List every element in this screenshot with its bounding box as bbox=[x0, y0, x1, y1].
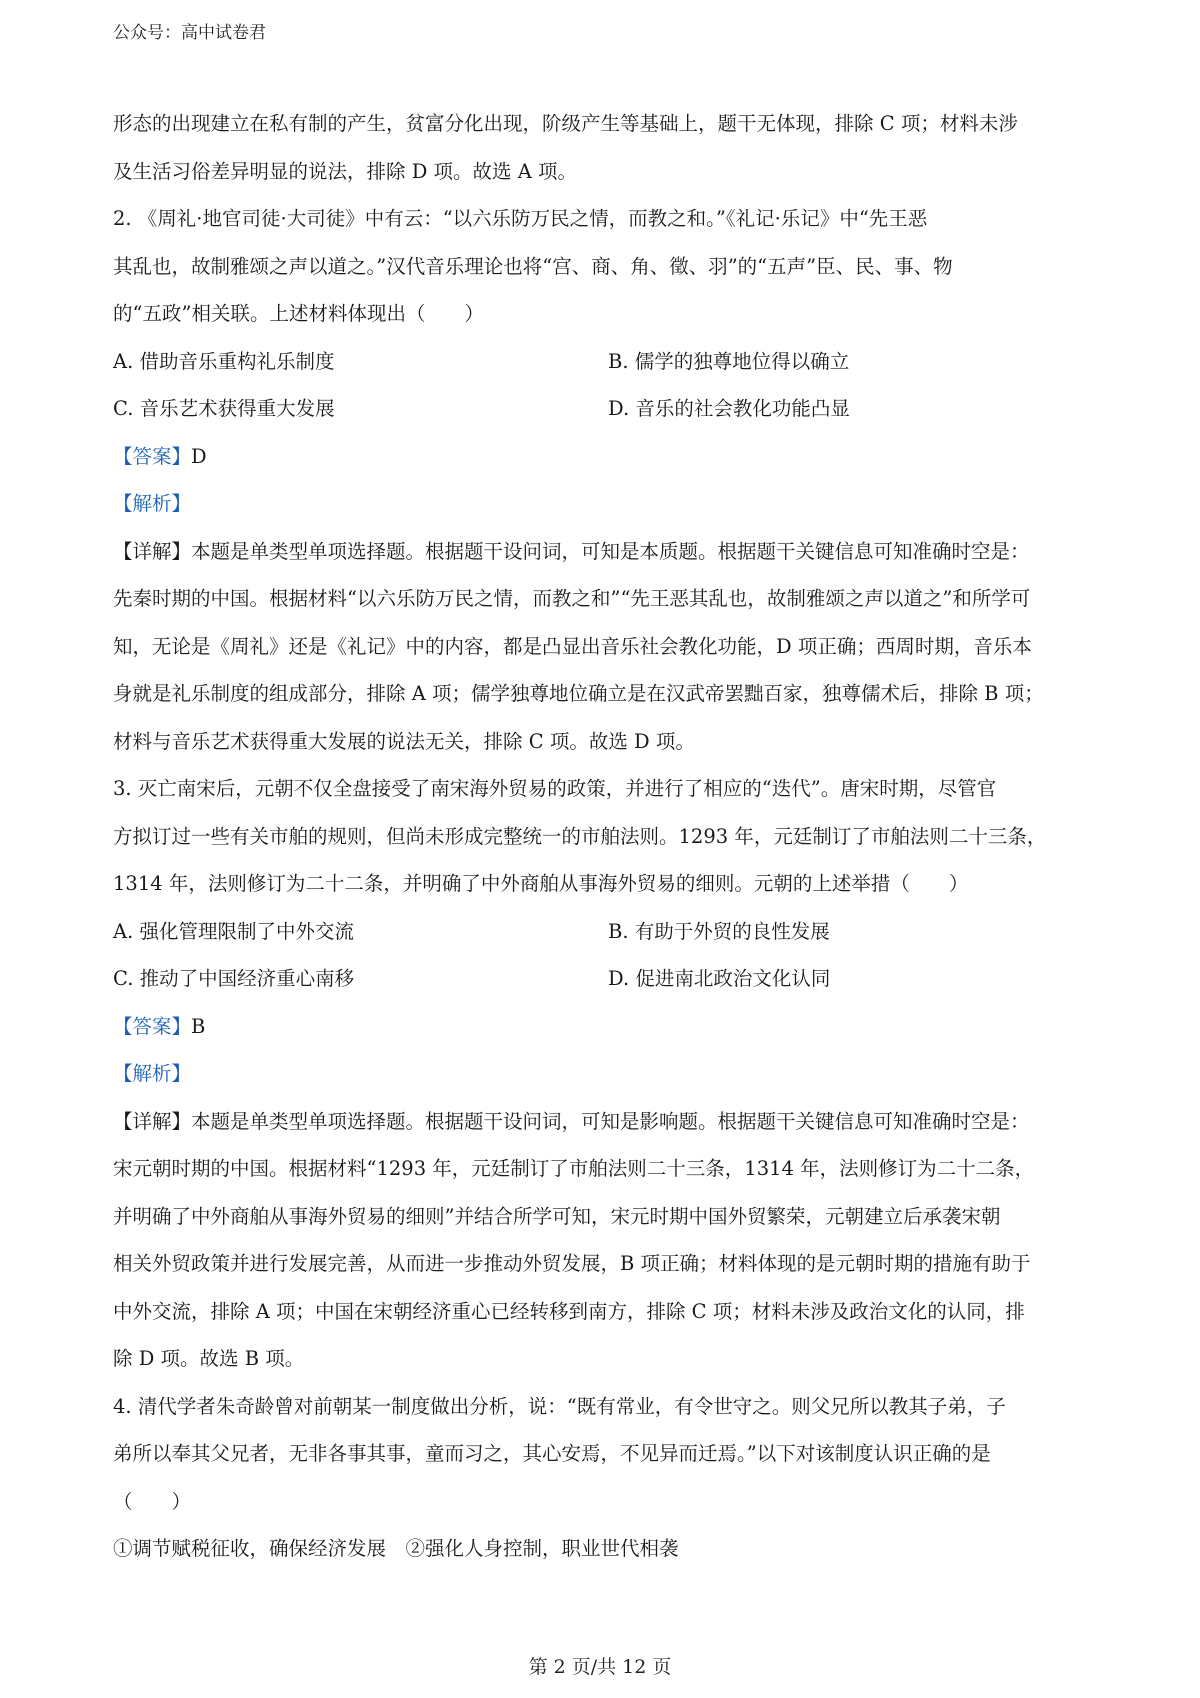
detail-line: 宋元朝时期的中国。根据材料“1293 年，元廷制订了市舶法则二十三条，1314 年，法则修订为二十二条， bbox=[113, 1157, 1035, 1180]
option-d: D. 音乐的社会教化功能凸显 bbox=[608, 397, 850, 420]
text-line: 形态的出现建立在私有制的产生，贫富分化出现，阶级产生等基础上，题干无体现，排除 C 项；材料未涉 bbox=[113, 112, 1018, 135]
answer-line bbox=[113, 1003, 1103, 1051]
detail-line: 知，无论是《周礼》还是《礼记》中的内容，都是凸显出音乐社会教化功能，D 项正确；西周时期，音乐本 bbox=[113, 634, 1032, 658]
detail-line: 除 D 项。故选 B 项。 bbox=[113, 1347, 305, 1370]
detail-text: 本题是单类型单项选择题。根据题干设问词，可知是影响题。根据题干关键信息可知准确时空是： bbox=[191, 1109, 1030, 1133]
detail-text: 本题是单类型单项选择题。根据题干设问词，可知是本质题。根据题干关键信息可知准确时空是： bbox=[191, 539, 1030, 563]
question-stem-line: 2. 《周礼·地官司徒·大司徒》中有云：“以六乐防万民之情，而教之和。”《礼记·乐记》中“先王恶 bbox=[113, 207, 928, 230]
option-c: C. 推动了中国经济重心南移 bbox=[113, 967, 355, 990]
intro-paragraph bbox=[113, 100, 1103, 195]
answer-tag: 【答案】 bbox=[113, 1014, 192, 1038]
analysis-line bbox=[113, 1050, 1103, 1098]
detail-line bbox=[113, 1098, 1103, 1146]
detail-line: 身就是礼乐制度的组成部分，排除 A 项；儒学独尊地位确立是在汉武帝罢黜百家，独尊儒术后，排除 B 项； bbox=[113, 682, 1044, 705]
options-row bbox=[113, 385, 1103, 433]
option-d: D. 促进南北政治文化认同 bbox=[608, 967, 831, 990]
analysis-tag: 【解析】 bbox=[113, 492, 192, 515]
question-stem-line: ①调节赋税征收，确保经济发展 ②强化人身控制，职业世代相袭 bbox=[113, 1537, 679, 1560]
answer-value: D bbox=[191, 444, 207, 468]
text-line: 及生活习俗差异明显的说法，排除 D 项。故选 A 项。 bbox=[113, 159, 578, 183]
options-row bbox=[113, 955, 1103, 1003]
question-stem-line: 方拟订过一些有关市舶的规则，但尚未形成完整统一的市舶法则。1293 年，元廷制订了市舶法则二十三条， bbox=[113, 824, 1047, 848]
option-c: C. 音乐艺术获得重大发展 bbox=[113, 397, 335, 420]
answer-line bbox=[113, 433, 1103, 481]
detail-line: 中外交流，排除 A 项；中国在宋朝经济重心已经转移到南方，排除 C 项；材料未涉及政治文化的认同，排 bbox=[113, 1299, 1025, 1323]
detail-line: 先秦时期的中国。根据材料“以六乐防万民之情，而教之和”“先王恶其乱也，故制雅颂之声以道之”和所学可 bbox=[113, 587, 1031, 610]
page-content bbox=[113, 100, 1103, 1573]
watermark-header: 公众号：高中试卷君 bbox=[113, 23, 266, 43]
options-row bbox=[113, 908, 1103, 956]
detail-tag: 【详解】 bbox=[113, 539, 192, 563]
question-stem-line: 3. 灭亡南宋后，元朝不仅全盘接受了南宋海外贸易的政策，并进行了相应的“迭代”。唐宋时期，尽管官 bbox=[113, 777, 997, 800]
options-row bbox=[113, 338, 1103, 386]
question-stem-line: 弟所以奉其父兄者，无非各事其事，童而习之，其心安焉，不见异而迁焉。”以下对该制度认识正确的是 bbox=[113, 1442, 991, 1465]
question-stem-line: 1314 年，法则修订为二十二条，并明确了中外商舶从事海外贸易的细则。元朝的上述举措（ ） bbox=[113, 872, 969, 895]
question-4 bbox=[113, 1383, 1103, 1573]
option-b: B. 儒学的独尊地位得以确立 bbox=[608, 349, 850, 373]
answer-tag: 【答案】 bbox=[113, 444, 192, 468]
detail-line: 相关外贸政策并进行发展完善，从而进一步推动外贸发展，B 项正确；材料体现的是元朝时期的措施有助于 bbox=[113, 1252, 1031, 1275]
analysis-line bbox=[113, 480, 1103, 528]
option-b: B. 有助于外贸的良性发展 bbox=[608, 919, 830, 943]
question-2 bbox=[113, 195, 1103, 765]
question-stem-line: 其乱也，故制雅颂之声以道之。”汉代音乐理论也将“宫、商、角、徵、羽”的“五声”臣、民、事、物 bbox=[113, 254, 953, 278]
detail-line bbox=[113, 528, 1103, 576]
analysis-tag: 【解析】 bbox=[113, 1062, 192, 1085]
detail-line: 并明确了中外商舶从事海外贸易的细则”并结合所学可知，宋元时期中国外贸繁荣，元朝建立后承袭宋朝 bbox=[113, 1204, 1001, 1228]
option-a: A. 借助音乐重构礼乐制度 bbox=[113, 349, 335, 373]
question-stem-line: （ ） bbox=[113, 1489, 192, 1513]
answer-value: B bbox=[191, 1014, 206, 1038]
detail-tag: 【详解】 bbox=[113, 1109, 192, 1133]
detail-line: 材料与音乐艺术获得重大发展的说法无关，排除 C 项。故选 D 项。 bbox=[113, 729, 695, 753]
option-a: A. 强化管理限制了中外交流 bbox=[113, 919, 354, 943]
question-3 bbox=[113, 765, 1103, 1383]
question-stem-line: 4. 清代学者朱奇龄曾对前朝某一制度做出分析，说：“既有常业，有令世守之。则父兄所以教其子弟，子 bbox=[113, 1394, 1006, 1418]
question-stem-line: 的“五政”相关联。上述材料体现出（ ） bbox=[113, 302, 484, 325]
page-number: 第 2 页/共 12 页 bbox=[528, 1656, 672, 1678]
